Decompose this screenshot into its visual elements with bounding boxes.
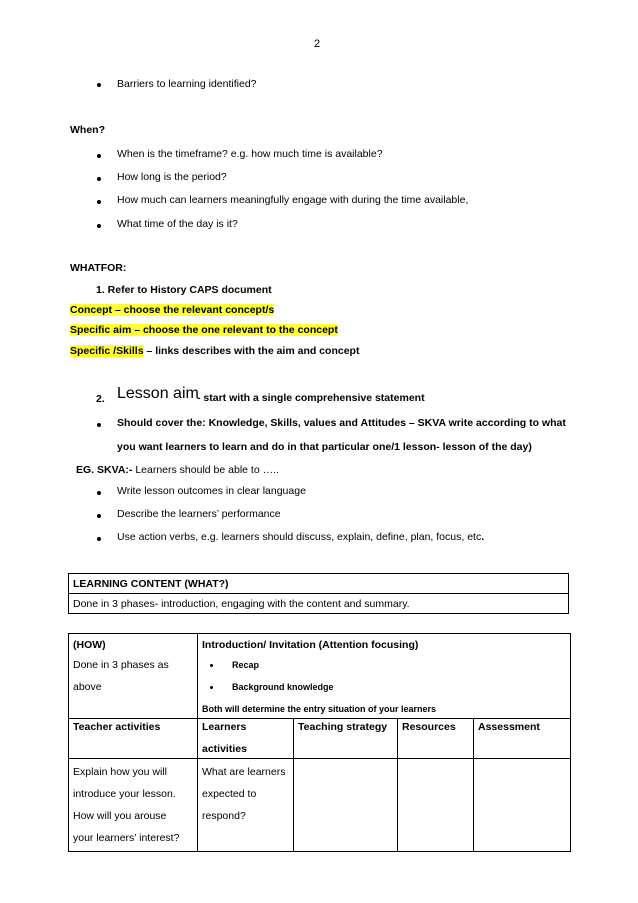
bullet-icon xyxy=(97,154,101,158)
how-cell xyxy=(69,634,198,719)
whatfor-item-1: 1. Refer to History CAPS document xyxy=(96,284,272,296)
when-item: How much can learners meaningfully engage with during the time available, xyxy=(117,194,469,206)
intro-bullet-text: Barriers to learning identified? xyxy=(117,78,257,90)
column-header-resources: Resources xyxy=(398,719,474,759)
when-item: What time of the day is it? xyxy=(117,218,238,230)
learning-content-table xyxy=(68,573,569,614)
learner-activities-cell xyxy=(198,759,294,852)
teacher-line: How will you arouse xyxy=(73,810,167,822)
learners-header-line2: activities xyxy=(202,743,247,755)
lesson-aim-title: Lesson aim xyxy=(117,385,199,402)
learner-line: expected to xyxy=(202,788,257,800)
when-item: How long is the period? xyxy=(117,171,227,183)
how-line: Done in 3 phases as xyxy=(73,659,169,671)
learner-line: What are learners xyxy=(202,766,286,778)
how-table xyxy=(68,633,571,852)
intro-note: Both will determine the entry situation of your learners xyxy=(202,704,437,714)
skills-rest: – links describes with the aim and concept xyxy=(143,345,360,357)
bullet-icon xyxy=(97,537,101,541)
bullet-icon xyxy=(97,423,101,427)
lesson-aim-number: 2. xyxy=(96,393,105,405)
page-number: 2 xyxy=(314,38,321,50)
teaching-strategy-cell xyxy=(294,759,398,852)
learning-content-heading: LEARNING CONTENT (WHAT?) xyxy=(69,574,569,594)
introduction-heading: Introduction/ Invitation (Attention focusing) xyxy=(202,639,419,651)
bullet-icon xyxy=(97,491,101,495)
bullet-icon xyxy=(97,514,101,518)
eg-label: EG. SKVA:- xyxy=(76,464,133,476)
outcome-tail: . xyxy=(481,531,485,543)
intro-item xyxy=(202,676,566,698)
whatfor-heading: WHATFOR: xyxy=(70,262,127,274)
resources-cell xyxy=(398,759,474,852)
column-header-teaching-strategy: Teaching strategy xyxy=(294,719,398,759)
eg-line xyxy=(76,464,279,476)
learners-header-line1: Learners xyxy=(202,721,247,733)
how-heading: (HOW) xyxy=(73,639,106,651)
bullet-icon xyxy=(97,200,101,204)
skills-line xyxy=(70,345,359,357)
eg-text: Learners should be able to ….. xyxy=(132,464,279,476)
lesson-aim-description: - start with a single comprehensive statement xyxy=(197,392,425,404)
column-header-assessment: Assessment xyxy=(474,719,571,759)
outcome-item-with-tail xyxy=(117,531,484,543)
outcome-item: Use action verbs, e.g. learners should discuss, explain, define, plan, focus, etc xyxy=(117,531,482,543)
introduction-cell xyxy=(198,634,571,719)
outcome-item: Describe the learners’ performance xyxy=(117,508,281,520)
assessment-cell xyxy=(474,759,571,852)
column-header-learners xyxy=(198,719,294,759)
bullet-icon xyxy=(210,686,213,689)
teacher-activities-cell xyxy=(69,759,198,852)
outcome-item: Write lesson outcomes in clear language xyxy=(117,485,306,497)
lesson-aim-bullet-line2: you want learners to learn and do in that particular one/1 lesson- lesson of the day) xyxy=(117,441,532,453)
when-heading: When? xyxy=(70,124,105,136)
bullet-icon xyxy=(97,224,101,228)
teacher-line: your learners’ interest? xyxy=(73,832,180,844)
skills-highlight: Specific /Skills xyxy=(70,345,144,357)
concept-line: Concept – choose the relevant concept/s xyxy=(70,304,275,316)
teacher-line: introduce your lesson. xyxy=(73,788,176,800)
intro-item-text: Background knowledge xyxy=(232,682,334,692)
teacher-line: Explain how you will xyxy=(73,766,167,778)
when-item: When is the timeframe? e.g. how much time is available? xyxy=(117,148,383,160)
learner-line: respond? xyxy=(202,810,246,822)
bullet-icon xyxy=(97,177,101,181)
lesson-aim-bullet-line1: Should cover the: Knowledge, Skills, values and Attitudes – SKVA write according to what xyxy=(117,417,566,429)
bullet-icon xyxy=(97,83,101,87)
how-line: above xyxy=(73,681,102,693)
specific-aim-line: Specific aim – choose the one relevant to the concept xyxy=(70,324,338,336)
learning-content-text: Done in 3 phases- introduction, engaging with the content and summary. xyxy=(69,594,569,614)
intro-item-text: Recap xyxy=(232,660,260,670)
column-header-teacher: Teacher activities xyxy=(69,719,198,759)
bullet-icon xyxy=(210,664,213,667)
intro-item xyxy=(202,654,566,676)
